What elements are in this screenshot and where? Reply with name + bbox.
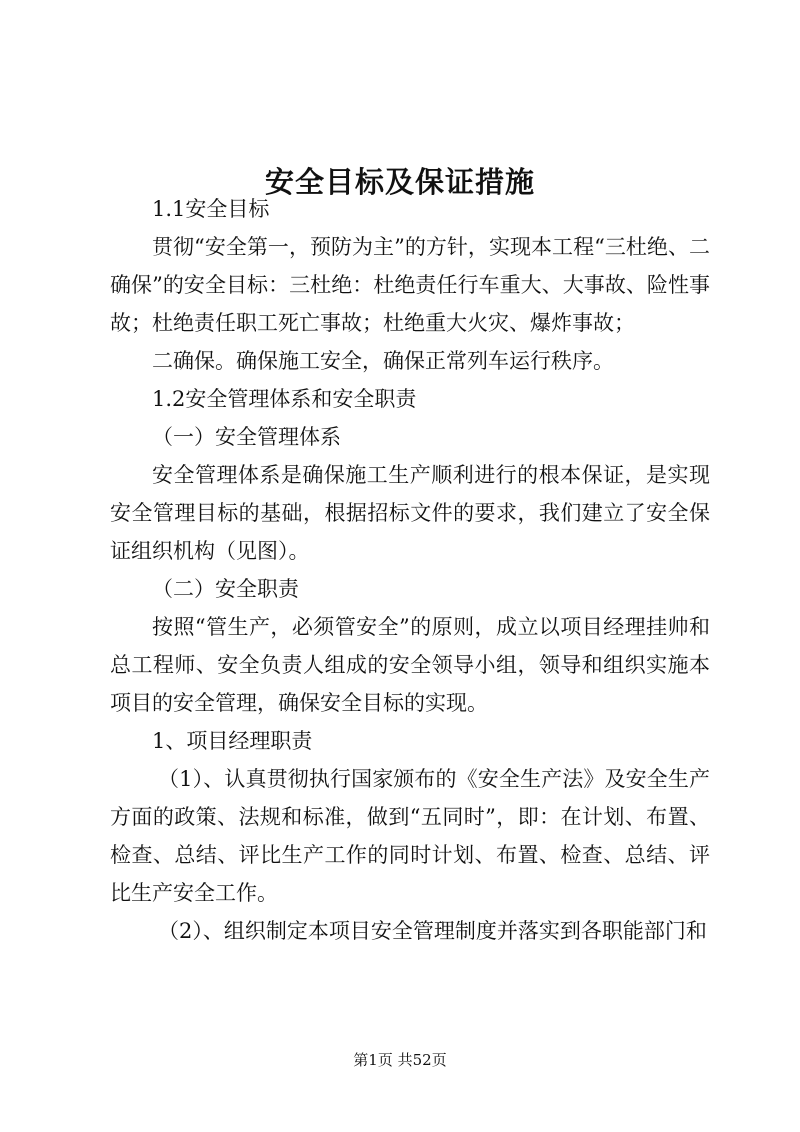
subheading-safety-duties: （二）安全职责 bbox=[152, 577, 299, 601]
paragraph-safety-duties: 按照“管生产，必须管安全”的原则，成立以项目经理挂帅和总工程师、安全负责人组成的安全领导小组，领导和组织实施本项目的安全管理，确保安全目标的实现。 bbox=[110, 615, 710, 715]
page-number-label: 第1页 共52页 bbox=[353, 1051, 447, 1069]
subheading-project-manager-duties: 1、项目经理职责 bbox=[152, 729, 313, 753]
list-item-duty-1: （1）、认真贯彻执行国家颁布的《安全生产法》及安全生产方面的政策、法规和标准，做到“五同时”，即：在计划、布置、检查、总结、评比生产工作的同时计划、布置、检查、总结、评比生产安全工作。 bbox=[110, 767, 710, 905]
list-item-duty-2: （2）、组织制定本项目安全管理制度并落实到各职能部门和 bbox=[158, 919, 707, 943]
paragraph-safety-goal: 贯彻“安全第一，预防为主”的方针，实现本工程“三杜绝、二确保”的安全目标：三杜绝：杜绝责任行车重大、大事故、险性事故；杜绝责任职工死亡事故；杜绝重大火灾、爆炸事故； bbox=[110, 235, 710, 335]
section-heading-1-1: 1.1安全目标 bbox=[152, 197, 270, 221]
document-title: 安全目标及保证措施 bbox=[264, 165, 535, 200]
section-heading-1-2: 1.2安全管理体系和安全职责 bbox=[152, 387, 417, 411]
subheading-management-system: （一）安全管理体系 bbox=[152, 425, 341, 449]
document-body bbox=[110, 190, 710, 950]
paragraph-management-system: 安全管理体系是确保施工生产顺利进行的根本保证，是实现安全管理目标的基础，根据招标文件的要求，我们建立了安全保证组织机构（见图）。 bbox=[110, 463, 710, 563]
page-footer bbox=[0, 1050, 800, 1070]
paragraph-two-guarantees: 二确保。确保施工安全，确保正常列车运行秩序。 bbox=[152, 349, 614, 373]
